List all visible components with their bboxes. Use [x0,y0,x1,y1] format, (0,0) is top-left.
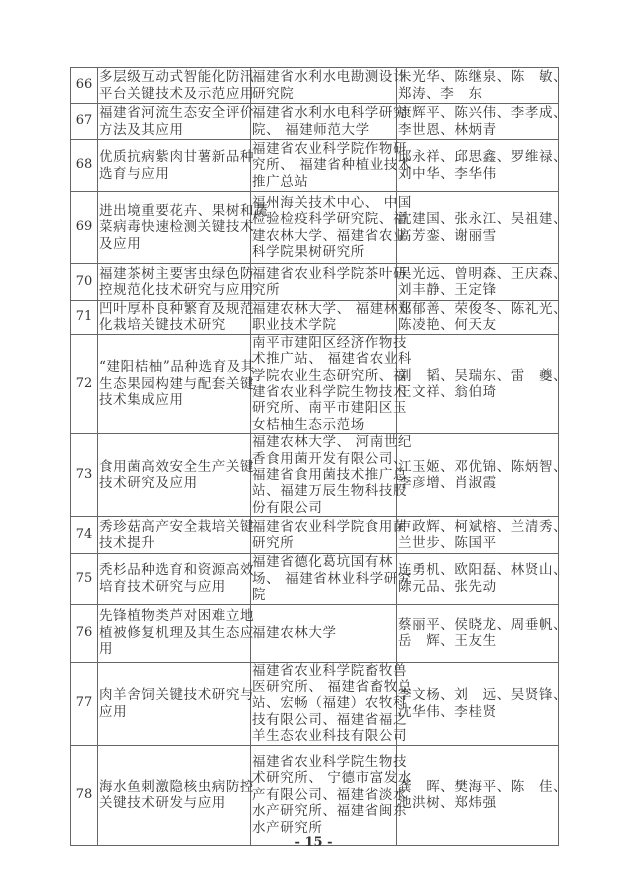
text-line: 福建省水利水电勘测设计 [252,69,408,86]
project-name [98,104,255,140]
text-line: 福建农林大学 [252,624,337,641]
text-line: 福建农林大学、 河南世纪 [252,434,412,451]
row-number: 74 [71,517,98,554]
text-line: 研究所 [252,535,295,552]
text-line: 多层级互动式智能化防汛 [99,69,255,86]
completing-people [397,745,568,845]
text-line: 技术提升 [99,535,156,552]
text-line: 福州海关技术中心、 中国 [252,194,412,211]
text-line: 福建农林大学、 福建林业 [252,301,412,317]
completing-units [251,192,412,264]
text-line: 学院农业生态研究所、福 [252,367,408,384]
text-line: 凹叶厚朴良种繁育及规范 [99,301,255,317]
text-line: 份有限公司 [252,499,323,516]
row-number: 71 [71,301,98,335]
completing-people [397,301,568,335]
text-line: 水产研究所、福建省闽东 [252,803,408,820]
project-name [98,554,255,604]
project-name [98,68,255,104]
text-line: 科学院果树研究所 [252,243,365,260]
text-line: 场、 福建省林业科学研究 [252,570,412,587]
awards-table [70,67,568,846]
completing-units [251,140,412,192]
text-line: 陈凌艳、何天友 [398,317,497,334]
text-line: 高芳銮、谢丽雪 [398,227,497,244]
row-number: 66 [71,68,98,104]
text-line: 康辉平、陈兴伟、李孝成、 [398,105,568,122]
completing-people [397,604,568,662]
text-line: 术研究所、 宁德市富发水 [252,770,412,787]
project-name [98,604,255,662]
text-line: 陈元品、张先动 [398,578,497,595]
project-name [98,140,255,192]
text-line: 研究院 [252,85,295,102]
text-line: 福建省农业科学院食用菌 [252,518,408,535]
table-row [71,662,559,745]
text-line: 站、福建万辰生物科技股 [252,483,408,500]
text-line: 用 [99,641,114,658]
text-line: 卢政辉、柯斌榕、兰清秀、 [398,518,568,535]
text-line: 建农林大学、福建省农业 [252,227,408,244]
text-line: 岳 辉、王友生 [398,633,497,649]
text-line: 优质抗病紫肉甘薯新品种 [99,149,255,166]
completing-units [251,434,412,517]
text-line: 连勇机、欧阳磊、林贤山、 [398,562,568,579]
row-number: 70 [71,264,98,301]
text-line: 李彦增、肖淑霞 [398,475,497,492]
text-line: 究所、 福建省种植业技术 [252,157,412,174]
text-line: 刘 韬、吴瑞东、雷 夔、 [398,367,568,384]
text-line: 王文祥、翁伯琦 [398,384,497,401]
completing-people [397,68,568,104]
text-line: 培育技术研究与应用 [99,578,226,595]
text-line: 应用 [99,703,128,720]
text-line: 职业技术学院 [252,317,337,334]
text-line: 技术研究及应用 [99,475,198,492]
table-row [71,68,559,104]
text-line: 李世恩、林炳青 [398,121,497,138]
text-line: 羊生态农业科技有限公司 [252,728,408,745]
text-line: 选育与应用 [99,165,170,182]
text-line: 水产研究所 [252,819,323,836]
completing-people [397,517,568,554]
completing-people [397,434,568,517]
text-line: “建阳桔柚”品种选育及其 [99,359,256,376]
completing-units [251,334,412,433]
table-row [71,554,559,604]
completing-people [397,662,568,745]
text-line: 食用菌高效安全生产关键 [99,458,255,475]
text-line: 郑涛、李 东 [398,85,483,102]
completing-units [251,662,412,745]
text-line: 吴光远、曾明森、王庆森、 [398,265,568,282]
row-number: 77 [71,662,98,745]
completing-units [251,745,412,845]
text-line: 江玉姬、邓优锦、陈炳智、 [398,458,568,475]
project-name [98,662,255,745]
row-number: 68 [71,140,98,192]
completing-people [397,192,568,264]
text-line: 龚 晖、樊海平、陈 佳、 [398,778,568,795]
text-line: 肉羊舍饲关键技术研究与 [99,687,255,704]
text-line: 及应用 [99,235,142,252]
text-line: 究所 [252,282,281,298]
text-line: 沈建国、张永江、吴祖建、 [398,211,568,228]
text-line: 研究所、南平市建阳区玉 [252,400,408,417]
text-line: 福建省河流生态安全评价 [99,105,255,122]
completing-units [251,301,412,335]
text-line: 先锋植物类芦对困难立地 [99,608,255,625]
completing-units [251,554,412,604]
table-row [71,104,559,140]
project-name [98,745,255,845]
table-row [71,745,559,845]
text-line: 生态果园构建与配套关键 [99,375,255,392]
table-row [71,140,559,192]
text-line: 池洪树、郑炜强 [398,795,497,812]
project-name [98,192,269,264]
table-row [71,301,559,335]
text-line: 关键技术研发与应用 [99,795,226,812]
project-name [98,301,255,335]
completing-people [397,104,568,140]
text-line: 福建茶树主要害虫绿色防 [99,265,255,282]
text-line: 朱光华、陈继泉、陈 敏、 [398,69,568,86]
text-line: 站、宏畅（福建）农牧科 [252,695,408,712]
text-line: 香食用菌开发有限公司、 [252,450,408,467]
text-line: 技有限公司、福建省福之 [252,711,408,728]
text-line: 邱永祥、邱思鑫、罗维禄、 [398,149,568,166]
text-line: 技术集成应用 [99,392,184,409]
row-number: 76 [71,604,98,662]
completing-units [251,517,408,554]
text-line: 福建省农业科学院作物研 [252,140,408,157]
text-line: 沈华伟、李桂贤 [398,703,497,720]
row-number: 69 [71,192,98,264]
table-row [71,264,559,301]
table-row [71,517,559,554]
completing-people [397,264,568,301]
text-line: 进出境重要花卉、果树和蔬 [99,202,269,219]
row-number: 78 [71,745,98,845]
row-number: 72 [71,334,98,433]
project-name [98,434,255,517]
text-line: 平台关键技术及示范应用 [99,85,255,102]
text-line: 植被修复机理及其生态应 [99,624,255,641]
text-line: 福建省食用菌技术推广总 [252,467,408,484]
completing-units [251,264,408,301]
text-line: 兰世步、陈国平 [398,535,497,552]
text-line: 刘中华、李华伟 [398,165,497,182]
text-line: 福建省农业科学院茶叶研 [252,265,408,282]
table-row [71,334,559,433]
text-line: 秃杉品种选育和资源高效 [99,562,255,579]
text-line: 控规范化技术研究与应用 [99,282,255,298]
text-line: 方法及其应用 [99,121,184,138]
text-line: 院、 福建师范大学 [252,121,370,138]
completing-units [251,604,397,662]
text-line: 产有限公司、福建省淡水 [252,786,408,803]
text-line: 福建省农业科学院畜牧兽 [252,662,408,679]
page-number: - 15 - [294,835,333,850]
project-name [98,517,255,554]
completing-people [397,334,568,433]
text-line: 福建省水利水电科学研究 [252,105,408,122]
text-line: 蔡丽平、侯晓龙、周垂帆、 [398,616,568,633]
row-number: 67 [71,104,98,140]
completing-units [251,104,408,140]
table-row [71,434,559,517]
text-line: 海水鱼刺激隐核虫病防控 [99,778,255,795]
text-line: 医研究所、 福建省畜牧总 [252,678,412,695]
text-line: 李文杨、刘 远、吴贤锋、 [398,687,568,704]
table-row [71,604,559,662]
table-row [71,192,559,264]
completing-people [397,554,568,604]
text-line: 福建省德化葛坑国有林 [252,554,393,571]
text-line: 建省农业科学院生物技术 [252,384,408,401]
row-number: 73 [71,434,98,517]
project-name [98,334,256,433]
text-line: 推广总站 [252,173,309,190]
text-line: 术推广站、 福建省农业科 [252,351,412,368]
text-line: 郑郁善、荣俊冬、陈礼光、 [398,301,568,317]
completing-units [251,68,408,104]
text-line: 院 [252,587,267,604]
text-line: 菜病毒快速检测关键技术 [99,219,255,236]
text-line: 刘丰静、王定锋 [398,282,497,298]
row-number: 75 [71,554,98,604]
completing-people [397,140,568,192]
text-line: 秀珍菇高产安全栽培关键 [99,518,255,535]
text-line: 检验检疫科学研究院、福 [252,211,408,228]
text-line: 福建省农业科学院生物技 [252,754,408,771]
text-line: 化栽培关键技术研究 [99,317,226,334]
text-line: 女桔柚生态示范场 [252,416,365,433]
project-name [98,264,255,301]
text-line: 南平市建阳区经济作物技 [252,334,408,351]
